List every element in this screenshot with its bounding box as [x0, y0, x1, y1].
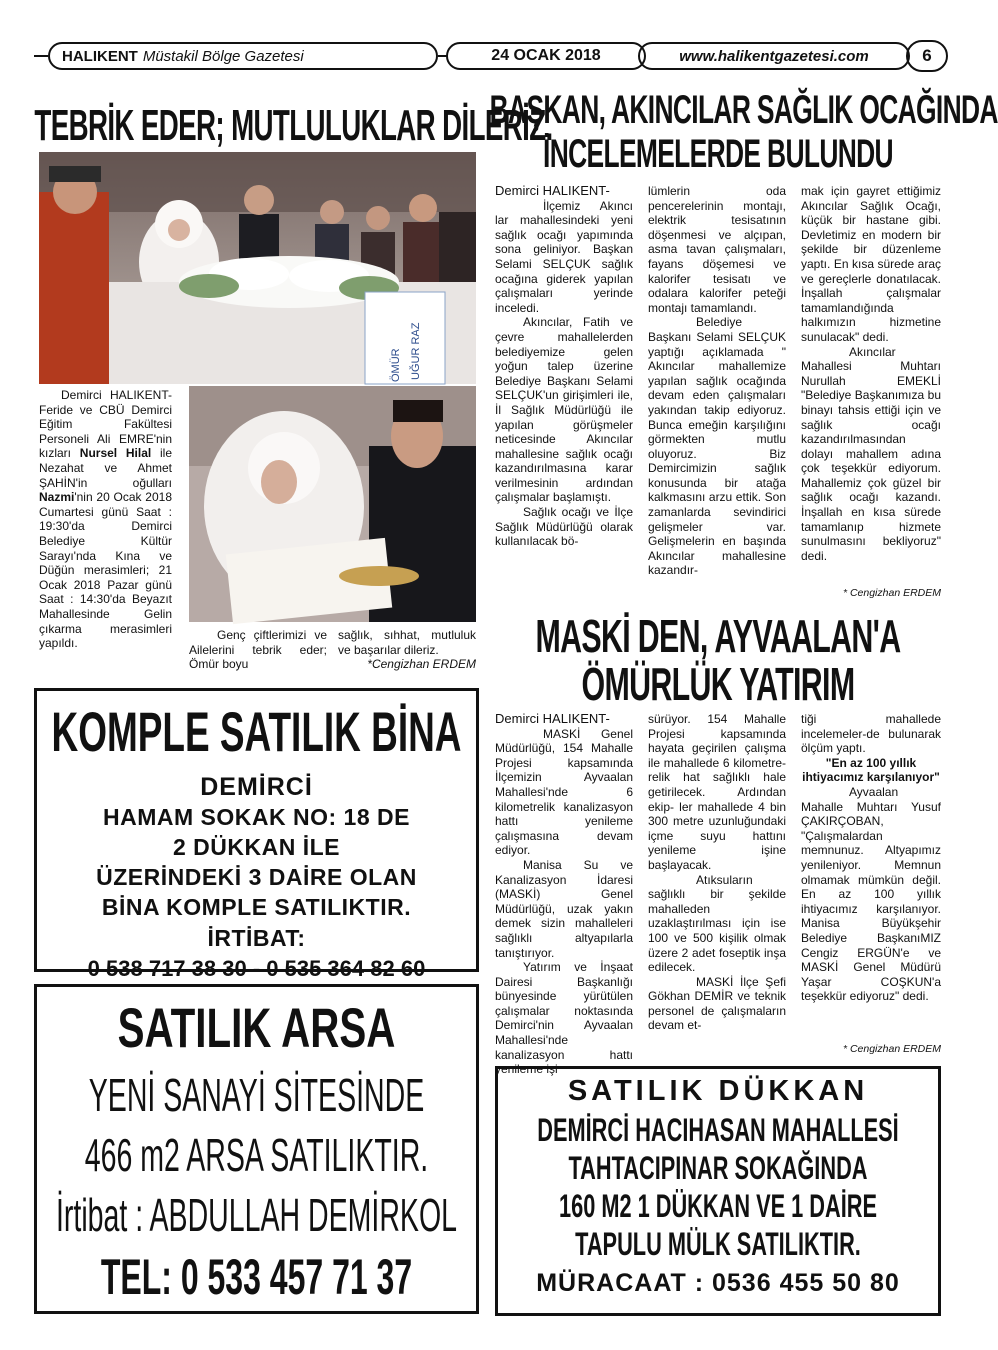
ad-bina-title-wrap	[37, 701, 476, 773]
ad-dukkan-line: TAHTACIPINAR SOKAĞINDA	[568, 1150, 868, 1186]
wedding-photo-signing	[189, 386, 476, 622]
maski-headline-wrap	[492, 612, 944, 708]
maski-text-col1: Demirci HALIKENT- MASKİ Genel Müdürlüğü, 154 Mahalle Projesi kapsamında İlçemizin Ayvaalan Mahallesi'nde 6 kilometrelik kanalizasyon hattı yenileme çalışmasına devam ediyor. Manisa Su ve Kanalizasyon İdaresi (MASKİ) Genel Müdürlüğü, uzak yakın demek sizin mahalleleri sağlıklı altyapılarla tanıştırıyor. Yatırım ve İnşaat Dairesi Başkanlığı bünyesinde yürütülen çalışmalar noktasında Demirci'nin Ayvaalan Mahallesi'nde kanalizasyon hattı yenileme işi	[495, 711, 633, 1077]
maski-signature: * Cengizhan ERDEM	[842, 1043, 941, 1055]
ad-arsa-line-wrap	[37, 1065, 476, 1125]
wedding-signature: *Cengizhan ERDEM	[367, 657, 476, 671]
ad-bina-line: 2 DÜKKAN İLE	[172, 834, 340, 860]
wedding-text-col2: Genç çiftlerimizi ve Ailelerini tebrik eder; Ömür boyu	[189, 628, 327, 672]
maski-subheading: "En az 100 yıllık ihtiyacımız karşılanıyor"	[802, 755, 940, 785]
masthead	[48, 42, 438, 70]
akincilar-signature: * Cengizhan ERDEM	[842, 587, 941, 599]
ad-arsa-phone-wrap	[37, 1245, 476, 1309]
ad-satilik-dukkan	[495, 1066, 941, 1316]
photo-banner-label-2: ÖMÜR	[390, 348, 402, 382]
akincilar-headline-line2: İNCELEMELERDE BULUNDU	[543, 132, 893, 176]
ad-dukkan-line-wrap	[498, 1187, 938, 1225]
wedding-text-col1: Demirci HALIKENT- Feride ve CBÜ Demirci Eğitim Fakültesi Personeli Ali EMRE'nin kızları Nursel Hilal ile Nezahat ve Ahmet ŞAHİN'in oğulları Nazmi'nin 20 Ocak 2018 Cumartesi günü Saat : 19:30'da Demirci Belediye Kültür Sarayı'nda Kına ve Düğün merasimleri; 21 Ocak 2018 Pazar günü Saat : 14:30'da Beyazıt Mahallesinde Gelin çıkarma merasimleri yapıldı.	[39, 388, 173, 651]
dateline: Demirci HALIKENT-	[495, 711, 610, 726]
wedding-headline-wrap	[34, 100, 553, 152]
maski-headline-line1: MASKİ DEN, AYVAALAN'A	[535, 610, 901, 662]
ad-bina-title: KOMPLE SATILIK BİNA	[51, 700, 462, 763]
dateline: Demirci HALIKENT-	[495, 183, 610, 198]
ad-dukkan-title: SATILIK DÜKKAN	[567, 1075, 869, 1107]
page-number: 6	[906, 40, 948, 72]
wedding-photo-signing-image	[189, 386, 476, 622]
header-rule	[34, 55, 48, 57]
ad-dukkan-line-wrap	[498, 1225, 938, 1263]
ad-bina-phone: 0 538 717 38 30 - 0 535 364 82 60	[87, 956, 426, 981]
ad-dukkan-line: TAPULU MÜLK SATILIKTIR.	[575, 1226, 861, 1262]
ad-bina-line: ÜZERİNDEKİ 3 DAİRE OLAN	[96, 864, 417, 890]
akincilar-headline-line1: BAŞKAN, AKINCILAR SAĞLIK OCAĞINDA	[489, 88, 998, 132]
ad-bina-line: HAMAM SOKAK NO: 18 DE	[103, 804, 410, 830]
dateline: Demirci HALIKENT-	[61, 388, 172, 402]
ad-dukkan-phone: MÜRACAAT : 0536 455 50 80	[536, 1269, 900, 1297]
ad-komple-satilik-bina	[34, 688, 479, 981]
ad-arsa-phone: TEL: 0 533 457 71 37	[100, 1249, 413, 1305]
ad-dukkan-line-wrap	[498, 1111, 938, 1149]
ad-arsa-title: SATILIK ARSA	[117, 996, 396, 1059]
website-link[interactable]: www.halikentgazetesi.com	[638, 42, 910, 70]
wedding-photo-ceremony	[39, 152, 476, 384]
wedding-text-col3: sağlık, sıhhat, mutluluk ve başarılar dileriz.	[338, 628, 476, 657]
ad-dukkan-line-wrap	[498, 1149, 938, 1187]
akincilar-text-col1: Demirci HALIKENT- İlçemiz Akıncı lar mahallesindeki yeni sağlık ocağı yapımında sona geliniyor. Başkan Selami SELÇUK sağlık ocağına giderek yapılan çalışmaları yerinde inceledi. Akıncılar, Fatih ve çevre mahallelerden belediyemize gelen yoğun talep üzerine Belediye Başkanı Selami SELÇUK'un girişimleri ile, İl Sağlık Müdürlüğü ile yapılan görüşmeler neticesinde Akıncılar mahallesine sağlık ocağı kazandırılmasına karar verilmesinin ardından çalışmalar başlamıştı. Sağlık ocağı ve İlçe Sağlık Müdürlüğü olarak kullanılacak bö-	[495, 183, 633, 549]
akincilar-text-col3: mak için gayret ettiğimiz Akıncılar Sağlık Ocağı, küçük bir hastane gibi. Devletimiz en modern bir şekilde bir düzenleme yaptı. En kısa sürede araç ve gereçlerle donatılacak. İnşallah çalışmalar tamamlandığında halkımızın hizmetine sunulacak" dedi. Akıncılar Mahallesi Muhtarı Nurullah EMEKLİ "Belediye Başkanımıza bu binayı tahsis ettiği için ve sağlık ocağı kazandırılmasından dolayı mahallem adına çok teşekkür ediyorum. Mahallemiz çok güzel bir sağlık ocağı kazandı. İnşallah en kısa sürede tamamlanıp hizmete sunulmasını bekliyoruz" dedi.	[801, 184, 941, 563]
akincilar-headline-wrap	[489, 88, 998, 180]
ad-bina-line: DEMİRCİ	[200, 773, 313, 801]
wedding-headline: TEBRİK EDER; MUTLULUKLAR DİLERİZ.	[34, 101, 553, 150]
paper-name: HALIKENT	[62, 47, 138, 65]
ad-arsa-line-wrap	[37, 1125, 476, 1185]
ad-bina-line: BİNA KOMPLE SATILIKTIR.	[101, 894, 412, 920]
ad-dukkan-line: DEMİRCİ HACIHASAN MAHALLESİ	[537, 1112, 899, 1148]
issue-date: 24 OCAK 2018	[446, 42, 646, 70]
maski-text-col2: sürüyor. 154 Mahalle Projesi kapsamında hayata geçirilen çalışma ile mahallede 6 kilometre-relik hat sağlıklı hale getirilecek. Ardından ekip- ler mahallede 4 bin 300 metre uzunluğundaki içme suyu hattını yenileme işine başlayacak. Atıksuların sağlıklı bir şekilde mahalleden uzaklaştırılması için ise 100 ve 500 kişilik olmak üzere 2 adet foseptik inşa edilecek. MASKİ İlçe Şefi Gökhan DEMİR ve teknik personel de çalışmaların devam et-	[648, 712, 786, 1033]
paper-subtitle: Müstakil Bölge Gazetesi	[142, 47, 304, 65]
ad-arsa-contact: İrtibat : ABDULLAH DEMİRKOL	[55, 1189, 457, 1241]
ad-dukkan-line: 160 M2 1 DÜKKAN VE 1 DAİRE	[558, 1188, 878, 1224]
maski-text-col3: tiği mahallede incelemeler-de bulunarak ölçüm yaptı. "En az 100 yıllık ihtiyacımız karşılanıyor" Ayvaalan Mahalle Muhtarı Yusuf ÇAKIRÇOBAN, "Çalışmalardan memnunuz. Altyapımız yenileniyor. Memnun olmamak mümkün değil. En az 100 yıllık ihtiyacımız karşılanıyor. Manisa Büyükşehir Belediye BaşkanıMIZ Cengiz ERGÜN'e ve MASKİ Genel Müdürü Yaşar COŞKUN'a teşekkür ediyoruz" dedi.	[801, 712, 941, 1004]
ad-arsa-title-wrap	[37, 995, 476, 1065]
page-header	[34, 38, 940, 74]
ad-satilik-arsa	[34, 984, 479, 1314]
bride-name: Nursel Hilal	[79, 446, 152, 461]
ad-arsa-line: 466 m2 ARSA SATILIKTIR.	[84, 1129, 429, 1181]
photo-banner-label: UĞUR RAZ	[410, 322, 422, 380]
ad-bina-line: İRTİBAT:	[207, 925, 306, 951]
maski-headline-line2: ÖMÜRLÜK YATIRIM	[581, 658, 855, 710]
akincilar-text-col2: lümlerin oda pencerelerinin montajı, elektrik tesisatının döşenmesi ve alçıpan, asma tavan çalışmaları, fayans döşemesi ve kalorifer tesisatı ve odalara kalorifer peteği montajı tamamlandı. Belediye Başkanı Selami SELÇUK yaptığı açıklamada " Akıncılar mahallemize yapılan sağlık ocağında devam eden çalışmaları yakından takip ediyoruz. Bunca emeğin karşılığını görmekten mutlu oluyoruz. Biz Demircimizin sağlık konusunda bir atağa kalkmasını arzu ettik. Son zamanlarda sevindirici gelişmeler var. Gelişmelerin en başında Akıncılar mahallesine kazandır-	[648, 184, 786, 578]
groom-name: Nazmi	[39, 490, 75, 505]
ad-arsa-line-wrap	[37, 1185, 476, 1245]
wedding-photo-ceremony-image	[39, 152, 476, 384]
ad-arsa-line: YENİ SANAYİ SİTESİNDE	[88, 1069, 425, 1121]
